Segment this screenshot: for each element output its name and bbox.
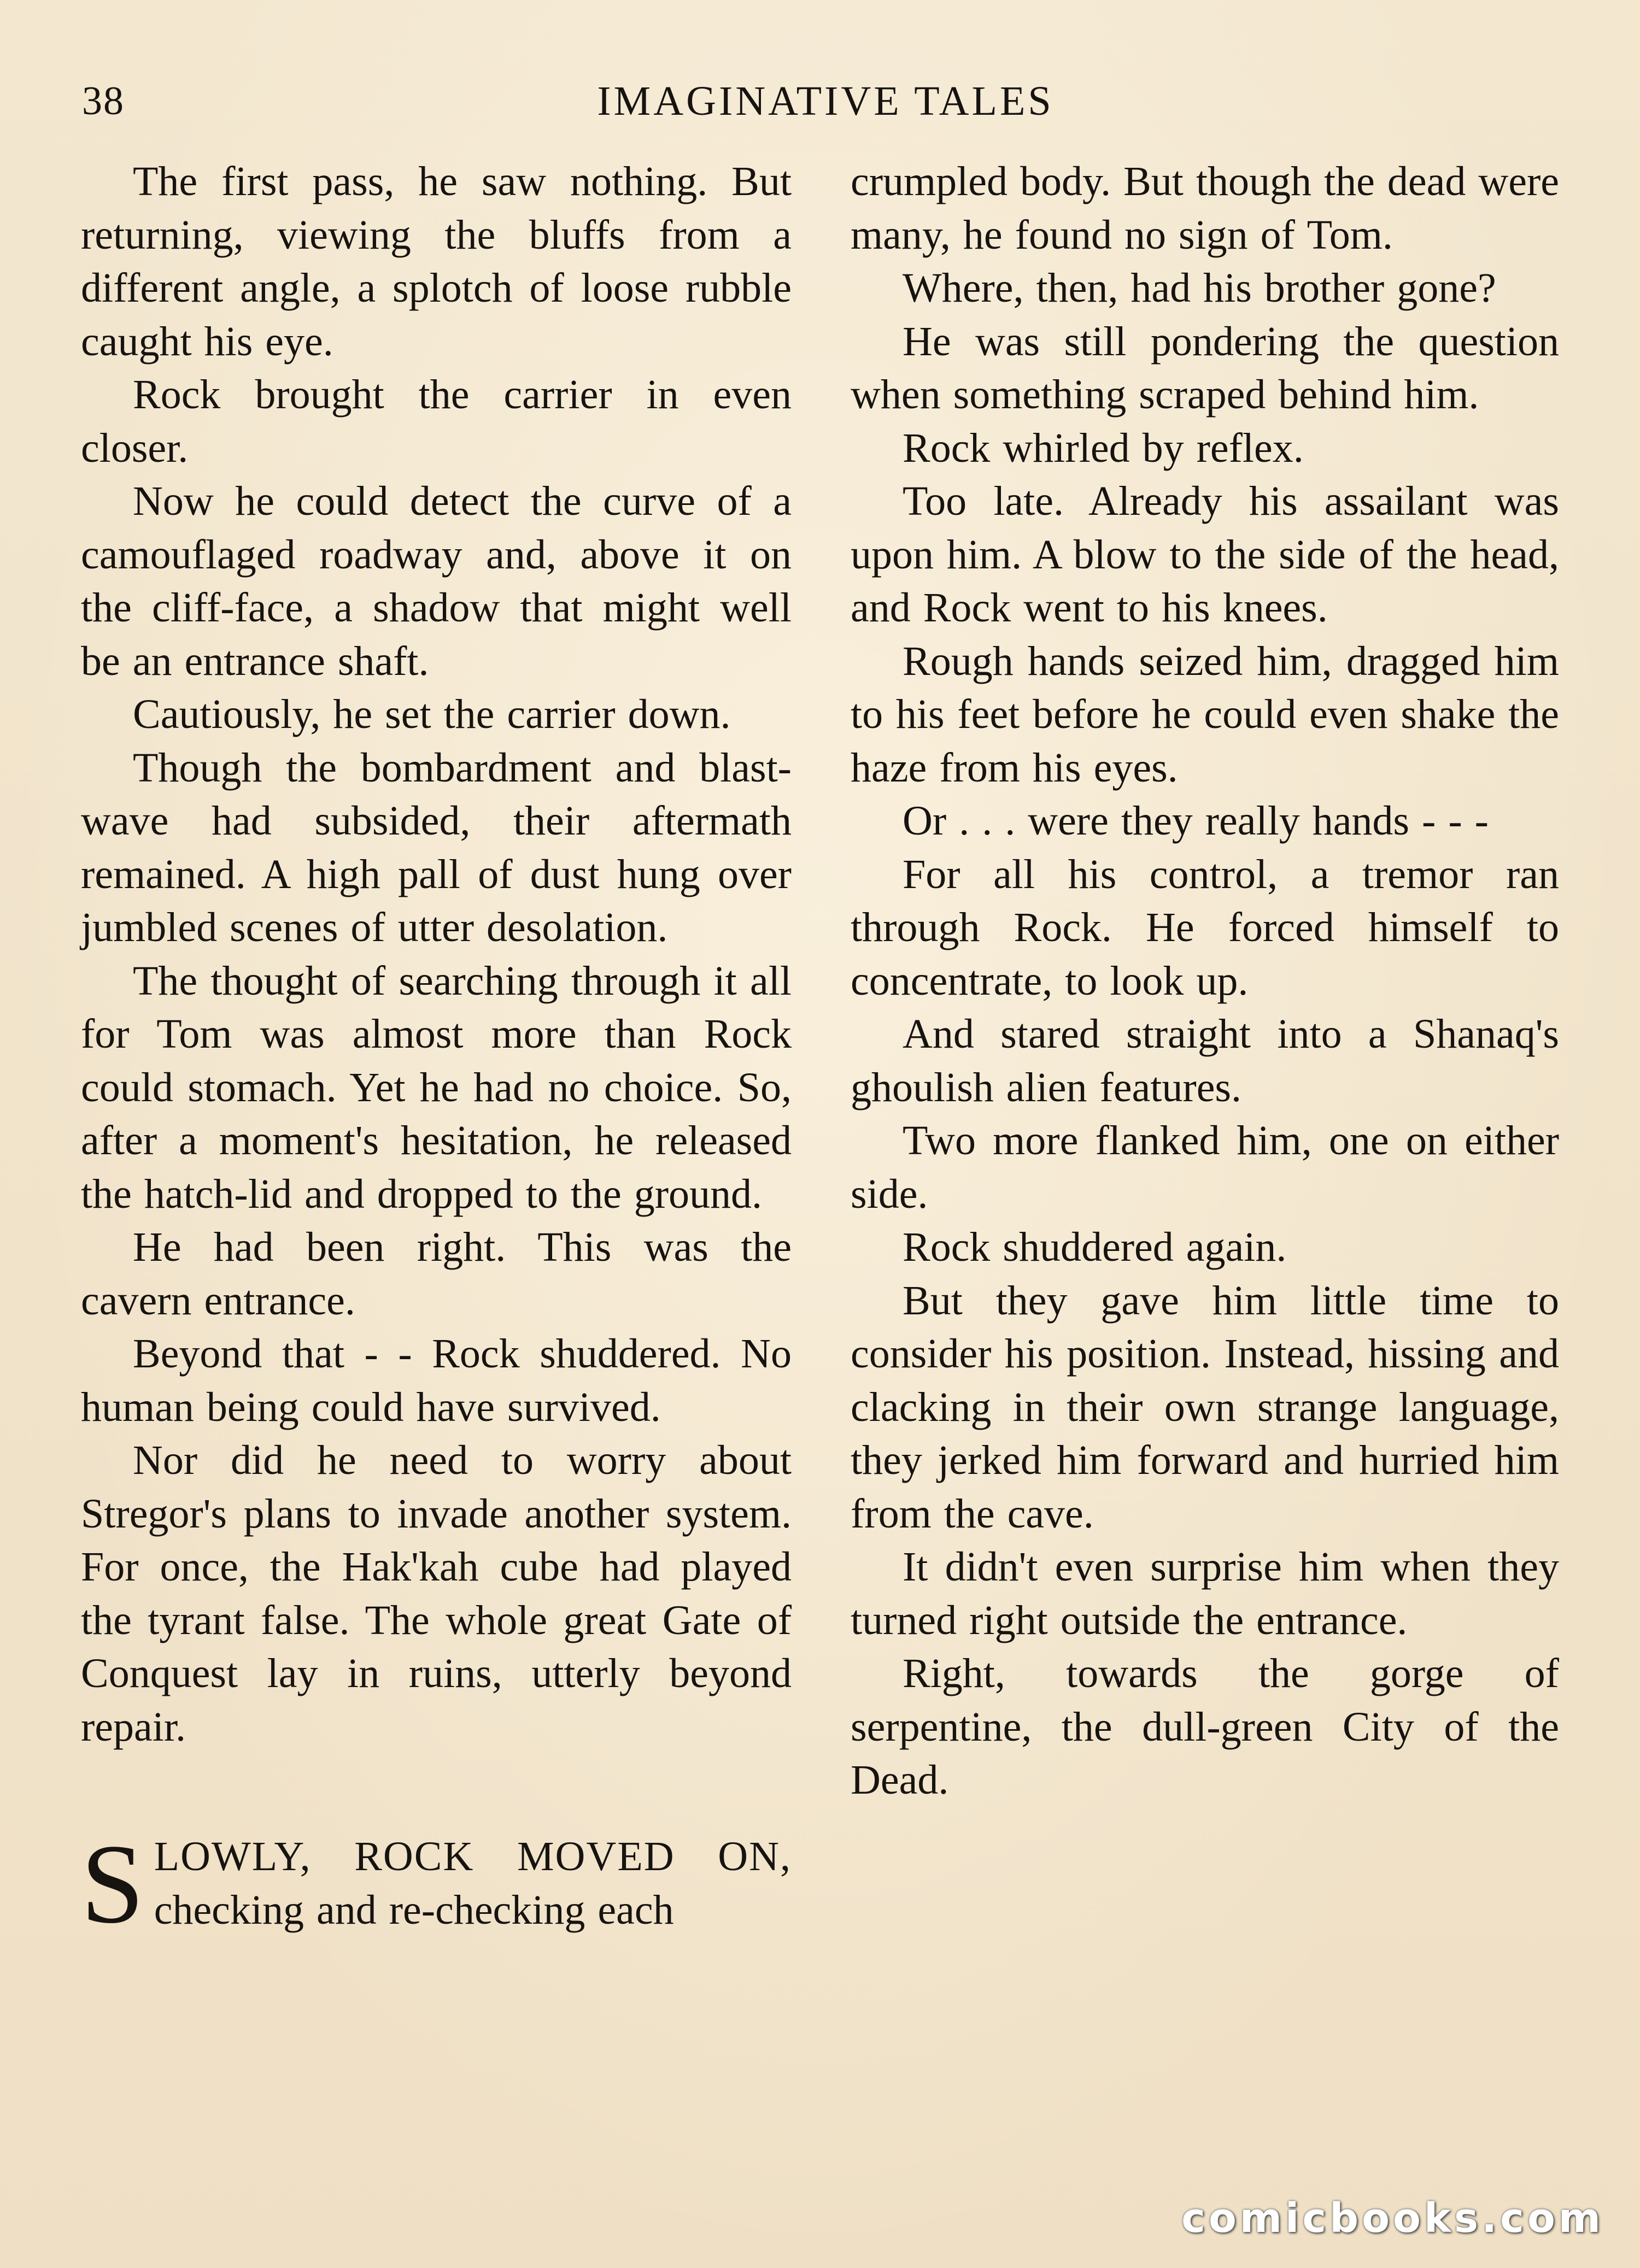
left-column [81, 155, 792, 1947]
paragraph: For all his control, a tremor ran through Rock. He forced himself to concentrate, to look up. [851, 851, 1559, 1004]
paragraph: He had been right. This was the cavern entrance. [81, 1224, 792, 1324]
paragraph: And stared straight into a Shanaq's ghoulish alien features. [851, 1011, 1559, 1111]
paragraph: But they gave him little time to consider his position. Instead, hissing and clacking in their own strange language, they jerked him forward and hurried him from the cave. [851, 1277, 1559, 1537]
paragraph: Too late. Already his assailant was upon him. A blow to the side of the head, and Rock went to his knees. [851, 478, 1559, 631]
paragraph: Where, then, had his brother gone? [903, 265, 1496, 311]
paragraph: Rough hands seized him, dragged him to his feet before he could even shake the haze from his eyes. [851, 638, 1559, 791]
paragraph: Or . . . were they really hands - - - [903, 798, 1489, 844]
paragraph: Right, towards the gorge of serpentine, the dull-green City of the Dead. [851, 1650, 1559, 1803]
site-watermark: comicbooks.com [1181, 2195, 1604, 2242]
paragraph: The thought of searching through it all for Tom was almost more than Rock could stomach. Yet he had no choice. So, after a moment's hesitation, he released the hatch-lid and dropped to the ground. [81, 957, 792, 1217]
paragraph: He was still pondering the question when something scraped behind him. [851, 318, 1559, 418]
paragraph: Two more flanked him, one on either side. [851, 1118, 1559, 1217]
continued-paragraph: crumpled body. But though the dead were many, he found no sign of Tom. [851, 158, 1559, 258]
section-text: checking and re-checking each [154, 1887, 674, 1933]
page-number: 38 [82, 79, 125, 124]
right-column [851, 155, 1559, 1807]
paragraph: Beyond that - - Rock shuddered. No human being could have survived. [81, 1331, 792, 1430]
section-lead-in: LOWLY, ROCK MOVED ON, [154, 1834, 792, 1879]
paragraph: Rock shuddered again. [903, 1224, 1287, 1270]
paragraph: Cautiously, he set the carrier down. [133, 691, 731, 737]
paragraph: Nor did he need to worry about Stregor's plans to invade another system. For once, the Hak'kah cube had played the tyrant false. The whole great Gate of Conquest lay in ruins, utterly beyond repair. [81, 1437, 792, 1750]
running-title: IMAGINATIVE TALES [597, 78, 1054, 124]
paragraph: It didn't even surprise him when they turned right outside the entrance. [851, 1544, 1559, 1643]
paragraph: Now he could detect the curve of a camouflaged roadway and, above it on the cliff-face, a shadow that might well be an entrance shaft. [81, 478, 792, 684]
paragraph: Rock whirled by reflex. [903, 425, 1304, 471]
drop-cap: S [81, 1821, 144, 1947]
paragraph: Though the bombardment and blast-wave had subsided, their aftermath remained. A high pall of dust hung over jumbled scenes of utter desolation. [81, 744, 792, 950]
paragraph: Rock brought the carrier in even closer. [81, 372, 792, 471]
page-header [82, 74, 1569, 128]
section-start-paragraph [81, 1821, 792, 1947]
paragraph: The first pass, he saw nothing. But returning, viewing the bluffs from a different angle, a splotch of loose rubble caught his eye. [81, 158, 792, 365]
